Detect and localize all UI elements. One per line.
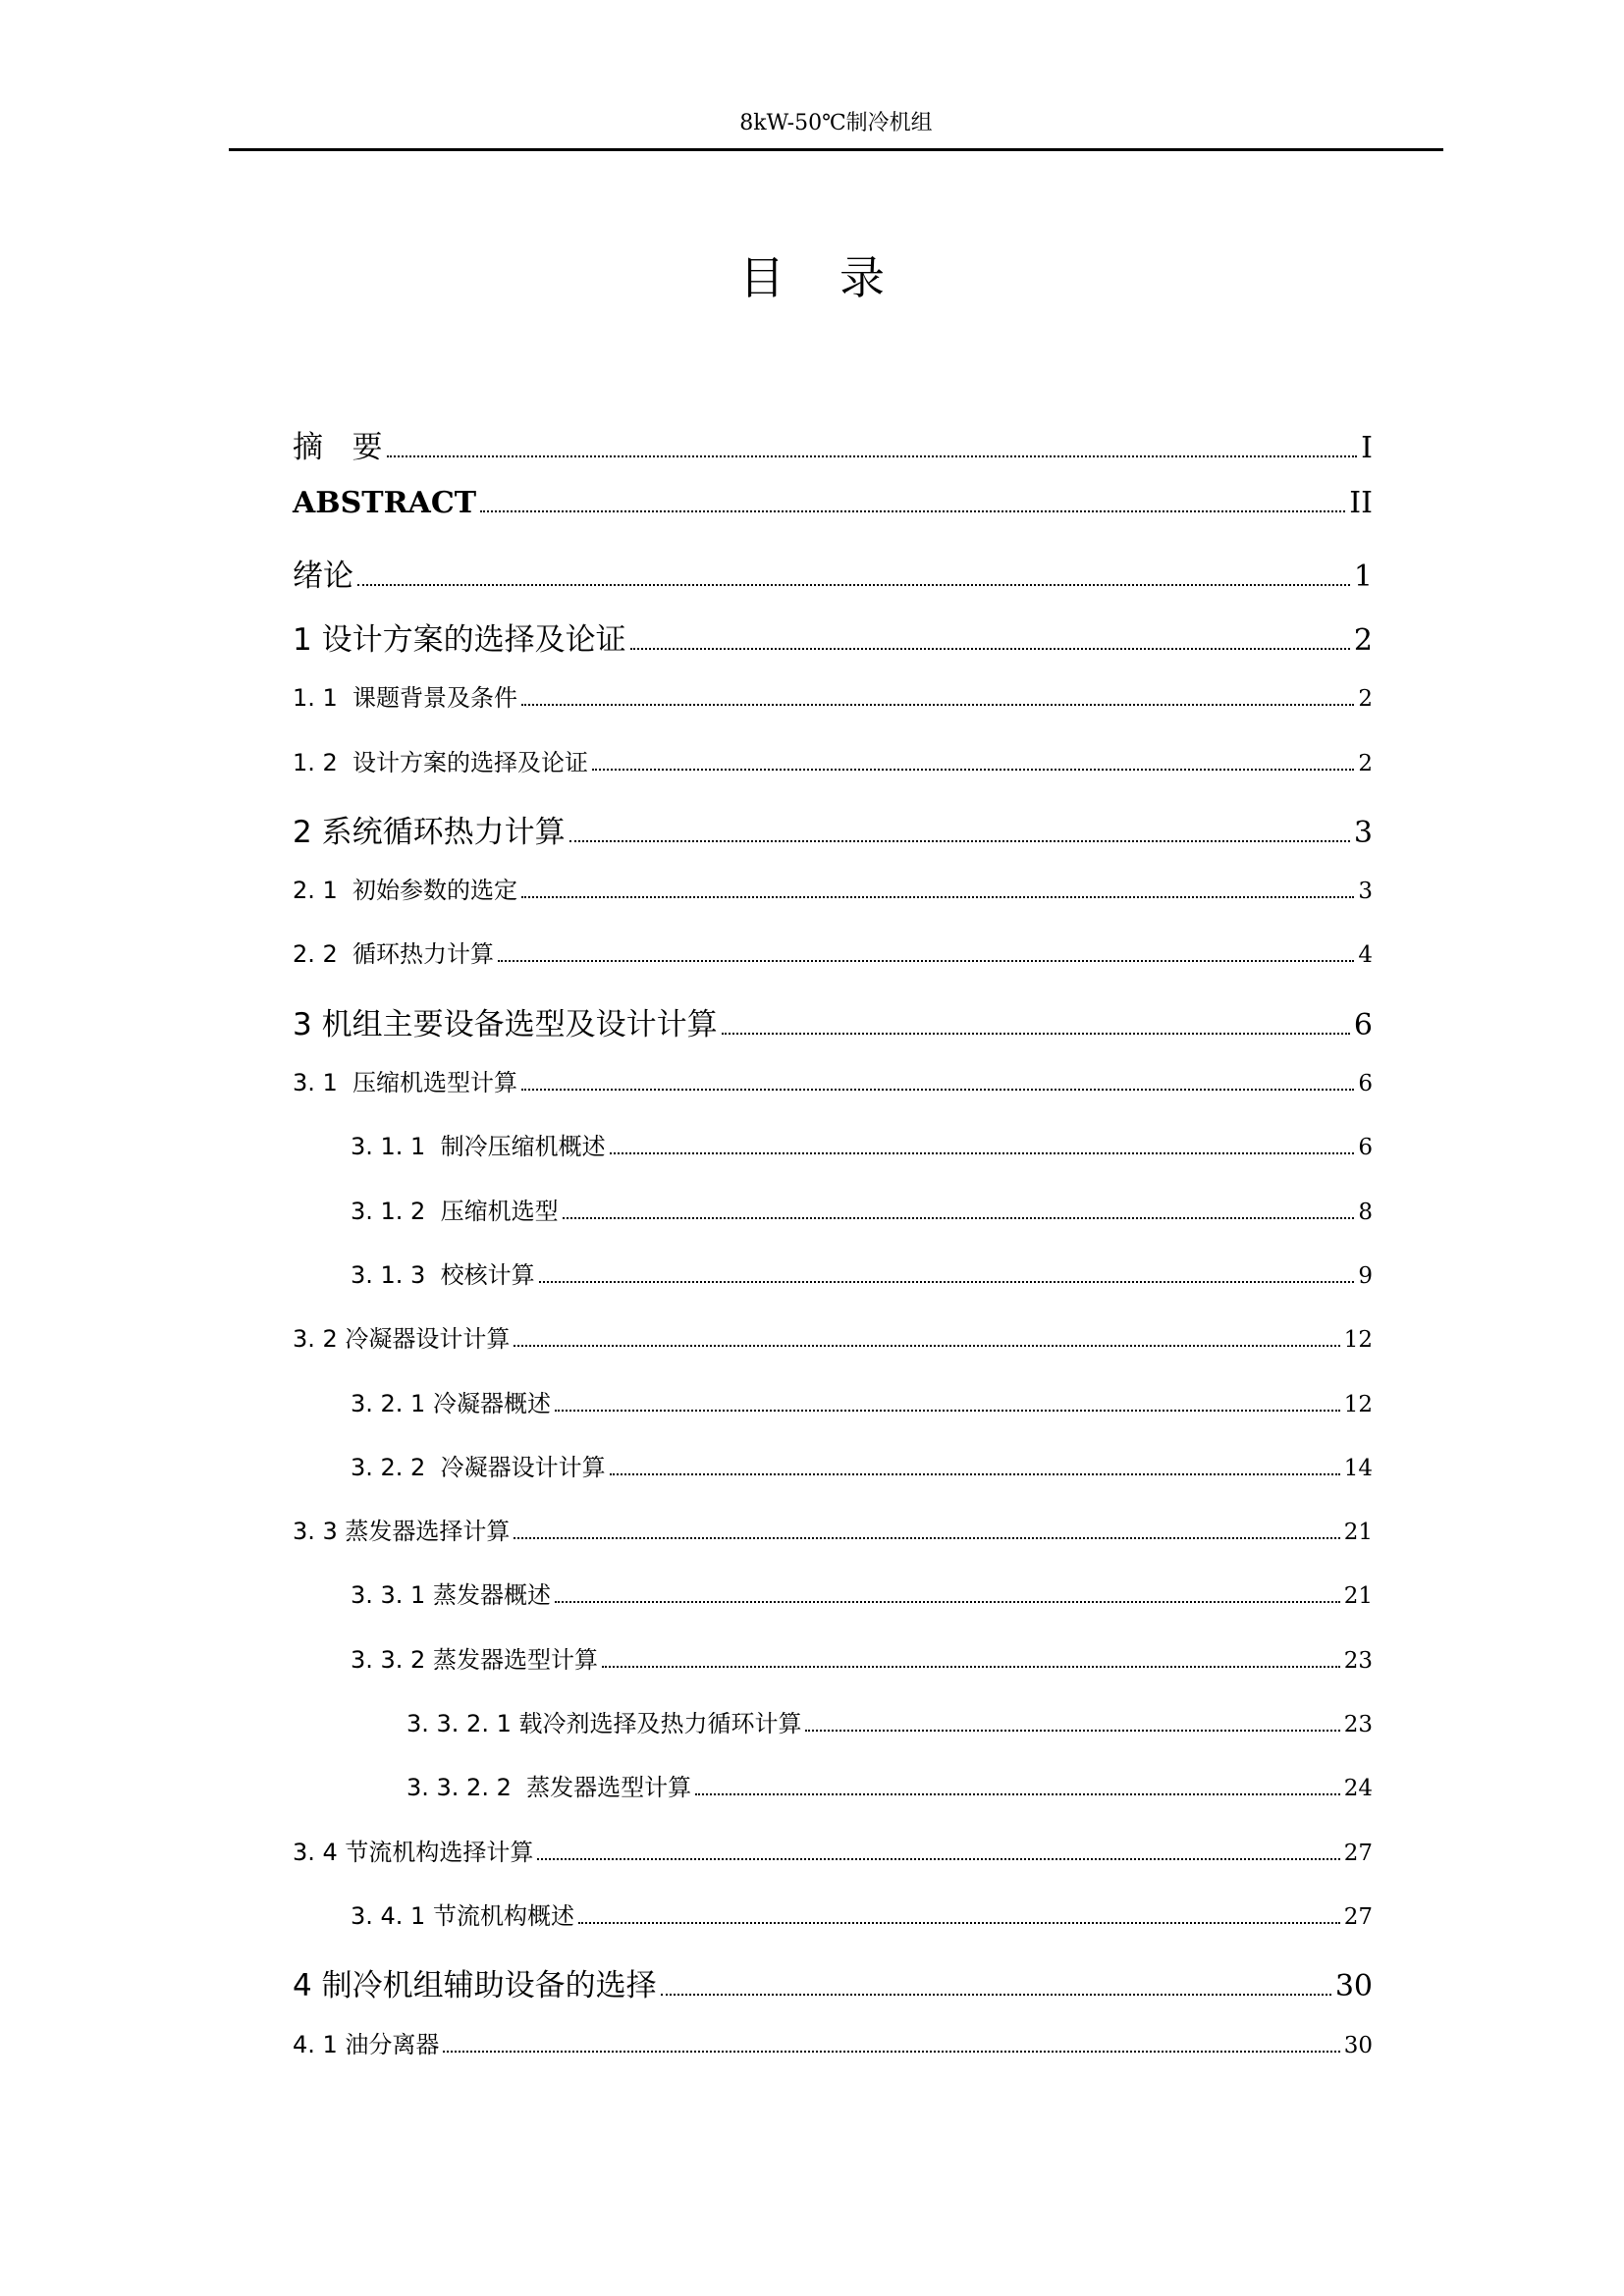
toc-entry-label: 3. 1. 1 制冷压缩机概述 xyxy=(351,1133,606,1160)
toc-entry-page: 23 xyxy=(1343,1648,1373,1674)
toc-leader-dots xyxy=(498,960,1354,962)
toc-entry-page: 6 xyxy=(1358,1135,1373,1160)
toc-entry-label: 3. 4. 1 节流机构概述 xyxy=(351,1902,574,1930)
toc-leader-dots xyxy=(514,1345,1339,1347)
toc-entry-page: 27 xyxy=(1343,1841,1373,1866)
toc-entry[interactable] xyxy=(293,1319,1373,1354)
toc-leader-dots xyxy=(443,2051,1339,2053)
toc-entry-page: 24 xyxy=(1343,1776,1373,1801)
toc-entry-label: 3. 2. 2 冷凝器设计计算 xyxy=(351,1454,606,1481)
toc-entry-label: 3. 1. 2 压缩机选型 xyxy=(351,1198,559,1225)
toc-entry[interactable] xyxy=(293,807,1373,851)
toc-entry[interactable] xyxy=(293,1063,1373,1097)
toc-entry-page: 2 xyxy=(1353,623,1373,658)
toc-leader-dots xyxy=(357,584,1350,586)
toc-entry[interactable] xyxy=(293,614,1373,659)
toc-entry[interactable] xyxy=(351,1255,1373,1290)
toc-entry-page: 21 xyxy=(1343,1520,1373,1545)
toc-entry-label: 1. 2 设计方案的选择及论证 xyxy=(293,749,589,776)
toc-leader-dots xyxy=(539,1281,1355,1283)
toc-leader-dots xyxy=(555,1410,1340,1412)
toc-entry[interactable] xyxy=(293,1512,1373,1546)
toc-entry[interactable] xyxy=(351,1127,1373,1161)
toc-entry-page: 12 xyxy=(1343,1327,1373,1353)
toc-leader-dots xyxy=(521,896,1354,898)
toc-entry-label: 3. 3. 2. 1 载冷剂选择及热力循环计算 xyxy=(406,1710,802,1737)
toc-entry-page: 6 xyxy=(1358,1071,1373,1096)
toc-entry[interactable] xyxy=(293,1960,1373,2004)
toc-entry-page: 30 xyxy=(1334,1969,1373,2003)
toc-entry-page: I xyxy=(1361,431,1373,465)
toc-entry-label: 2 系统循环热力计算 xyxy=(293,815,566,850)
toc-entry[interactable] xyxy=(293,2025,1373,2059)
toc-entry-label: 3 机组主要设备选型及设计计算 xyxy=(293,1007,718,1042)
toc-entry-label: 2. 1 初始参数的选定 xyxy=(293,877,518,904)
toc-title-char-2: 录 xyxy=(839,251,885,304)
toc-entry-label: 3. 4 节流机构选择计算 xyxy=(293,1839,534,1866)
toc-entry-label: 1. 1 课题背景及条件 xyxy=(293,684,518,712)
toc-entry-label: ABSTRACT xyxy=(293,486,477,520)
toc-entry[interactable] xyxy=(351,1640,1373,1675)
toc-entry-page: 2 xyxy=(1358,751,1373,776)
toc-entry[interactable] xyxy=(293,999,1373,1043)
toc-leader-dots xyxy=(555,1601,1340,1603)
toc-entry[interactable] xyxy=(293,871,1373,905)
toc-entry-label: 3. 2. 1 冷凝器概述 xyxy=(351,1390,551,1417)
toc-entry[interactable] xyxy=(293,486,1373,520)
toc-entry[interactable] xyxy=(293,743,1373,777)
toc-entry[interactable] xyxy=(351,1448,1373,1482)
toc-leader-dots xyxy=(630,648,1350,650)
toc-entry-page: 30 xyxy=(1343,2033,1373,2058)
toc-entry-label: 2. 2 循环热力计算 xyxy=(293,940,495,968)
toc-entry[interactable] xyxy=(351,1896,1373,1931)
toc-entry-page: II xyxy=(1349,486,1373,520)
toc-entry-label: 3. 2 冷凝器设计计算 xyxy=(293,1325,511,1353)
toc-entry-label: 3. 3 蒸发器选择计算 xyxy=(293,1518,511,1545)
toc-leader-dots xyxy=(610,1473,1340,1475)
toc-entry-label: 4 制冷机组辅助设备的选择 xyxy=(293,1968,657,2003)
toc-entry-page: 9 xyxy=(1358,1263,1373,1289)
toc-entry-page: 1 xyxy=(1353,560,1373,594)
toc-leader-dots xyxy=(387,455,1358,457)
toc-entry-page: 23 xyxy=(1343,1712,1373,1737)
toc-entry[interactable] xyxy=(406,1704,1373,1738)
toc-leader-dots xyxy=(695,1793,1340,1795)
toc-leader-dots xyxy=(722,1033,1350,1035)
toc-entry-label: 绪论 xyxy=(293,559,353,594)
toc-entry-label: 3. 1. 3 校核计算 xyxy=(351,1261,535,1289)
toc-leader-dots xyxy=(602,1666,1340,1668)
toc-entry-page: 12 xyxy=(1343,1392,1373,1417)
toc-leader-dots xyxy=(805,1730,1339,1732)
toc-entry-page: 4 xyxy=(1358,942,1373,968)
toc-entry-page: 27 xyxy=(1343,1904,1373,1930)
toc-leader-dots xyxy=(661,1994,1331,1996)
toc-entry[interactable] xyxy=(293,1833,1373,1867)
toc-entry[interactable] xyxy=(351,1575,1373,1610)
toc-leader-dots xyxy=(592,769,1354,771)
toc-leader-dots xyxy=(578,1922,1340,1924)
toc-leader-dots xyxy=(480,510,1345,512)
toc-leader-dots xyxy=(521,1089,1354,1091)
toc-leader-dots xyxy=(537,1858,1339,1860)
toc-entry[interactable] xyxy=(351,1384,1373,1418)
toc-entry-page: 3 xyxy=(1353,816,1373,850)
toc-entry-label: 3. 3. 2 蒸发器选型计算 xyxy=(351,1646,598,1674)
toc-entry-page: 6 xyxy=(1353,1008,1373,1042)
toc-entry-label: 3. 3. 1 蒸发器概述 xyxy=(351,1581,551,1609)
toc-entry[interactable] xyxy=(293,934,1373,969)
toc-entry-page: 2 xyxy=(1358,686,1373,712)
toc-leader-dots xyxy=(521,704,1354,706)
toc-entry-label: 1 设计方案的选择及论证 xyxy=(293,622,626,658)
toc-entry-label: 3. 1 压缩机选型计算 xyxy=(293,1069,518,1096)
toc-leader-dots xyxy=(569,840,1350,842)
toc-entry-page: 14 xyxy=(1343,1456,1373,1481)
toc-entry[interactable] xyxy=(406,1768,1373,1802)
toc-entry[interactable] xyxy=(293,422,1373,466)
toc-entry[interactable] xyxy=(293,551,1373,595)
toc-entry-page: 21 xyxy=(1343,1583,1373,1609)
toc-entry[interactable] xyxy=(351,1192,1373,1226)
toc-entry-label: 4. 1 油分离器 xyxy=(293,2031,440,2058)
toc-title-char-1: 目 xyxy=(739,251,785,304)
toc-leader-dots xyxy=(514,1537,1339,1539)
toc-entry-page: 3 xyxy=(1358,879,1373,904)
toc-leader-dots xyxy=(563,1217,1355,1219)
toc-entry-page: 8 xyxy=(1358,1200,1373,1225)
running-header: 8kW-50℃制冷机组 xyxy=(739,111,933,135)
toc-leader-dots xyxy=(610,1152,1355,1154)
toc-entry-label: 3. 3. 2. 2 蒸发器选型计算 xyxy=(406,1774,692,1801)
toc-entry-label: 摘 要 xyxy=(293,430,383,465)
toc-entry[interactable] xyxy=(293,678,1373,713)
